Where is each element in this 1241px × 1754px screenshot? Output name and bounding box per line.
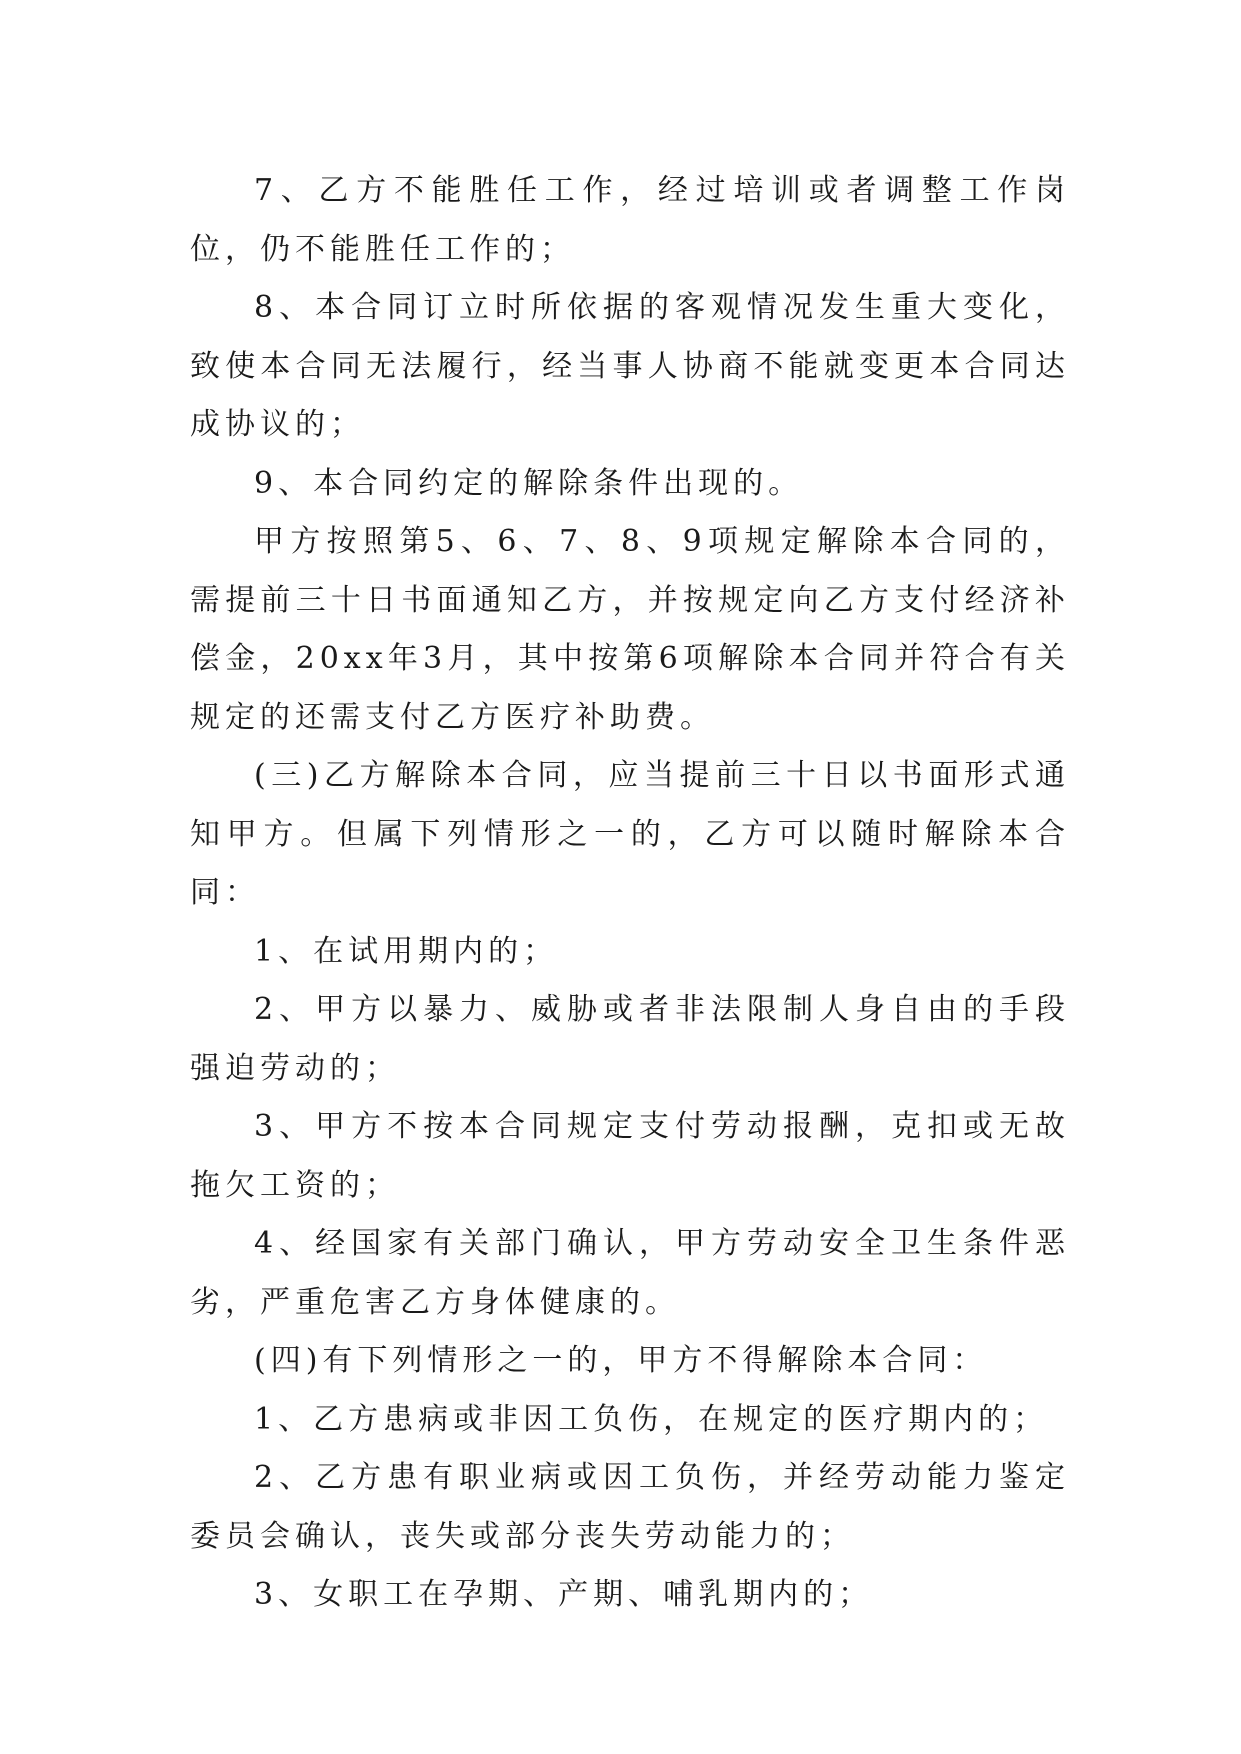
paragraph-section-3-item-1: 1、在试用期内的；: [254, 933, 559, 969]
paragraph-section-4-item-3: 3、女职工在孕期、产期、哺乳期内的；: [254, 1577, 874, 1612]
paragraph-section-4-item-2: 2、乙方患有职业病或因工负伤，并经劳动能力鉴定委员会确认，丧失或部分丧失劳动能力的；: [190, 1460, 1070, 1554]
paragraph-clause-8: 8、本合同订立时所依据的客观情况发生重大变化，致使本合同无法履行，经当事人协商不能就变更本合同达成协议的；: [190, 290, 1070, 442]
paragraph-section-3-item-4: 4、经国家有关部门确认，甲方劳动安全卫生条件恶劣，严重危害乙方身体健康的。: [190, 1226, 1070, 1320]
paragraph-notice-compensation: 甲方按照第5、6、7、8、9项规定解除本合同的，需提前三十日书面通知乙方，并按规定向乙方支付经济补偿金，20xx年3月，其中按第6项解除本合同并符合有关规定的还需支付乙方医疗补助费。: [190, 524, 1070, 735]
paragraph-clause-7: 7、乙方不能胜任工作，经过培训或者调整工作岗位，仍不能胜任工作的；: [190, 173, 1070, 267]
paragraph-section-3: (三)乙方解除本合同，应当提前三十日以书面形式通知甲方。但属下列情形之一的，乙方可以随时解除本合同：: [190, 758, 1070, 910]
paragraph-section-4-item-1: 1、乙方患病或非因工负伤，在规定的医疗期内的；: [254, 1401, 1049, 1437]
paragraph-clause-9: 9、本合同约定的解除条件出现的。: [254, 465, 804, 501]
document-body: [190, 162, 1070, 1625]
paragraph-section-3-item-3: 3、甲方不按本合同规定支付劳动报酬，克扣或无故拖欠工资的；: [190, 1109, 1070, 1203]
paragraph-section-3-item-2: 2、甲方以暴力、威胁或者非法限制人身自由的手段强迫劳动的；: [190, 992, 1070, 1086]
paragraph-section-4: (四)有下列情形之一的，甲方不得解除本合同：: [254, 1343, 988, 1378]
